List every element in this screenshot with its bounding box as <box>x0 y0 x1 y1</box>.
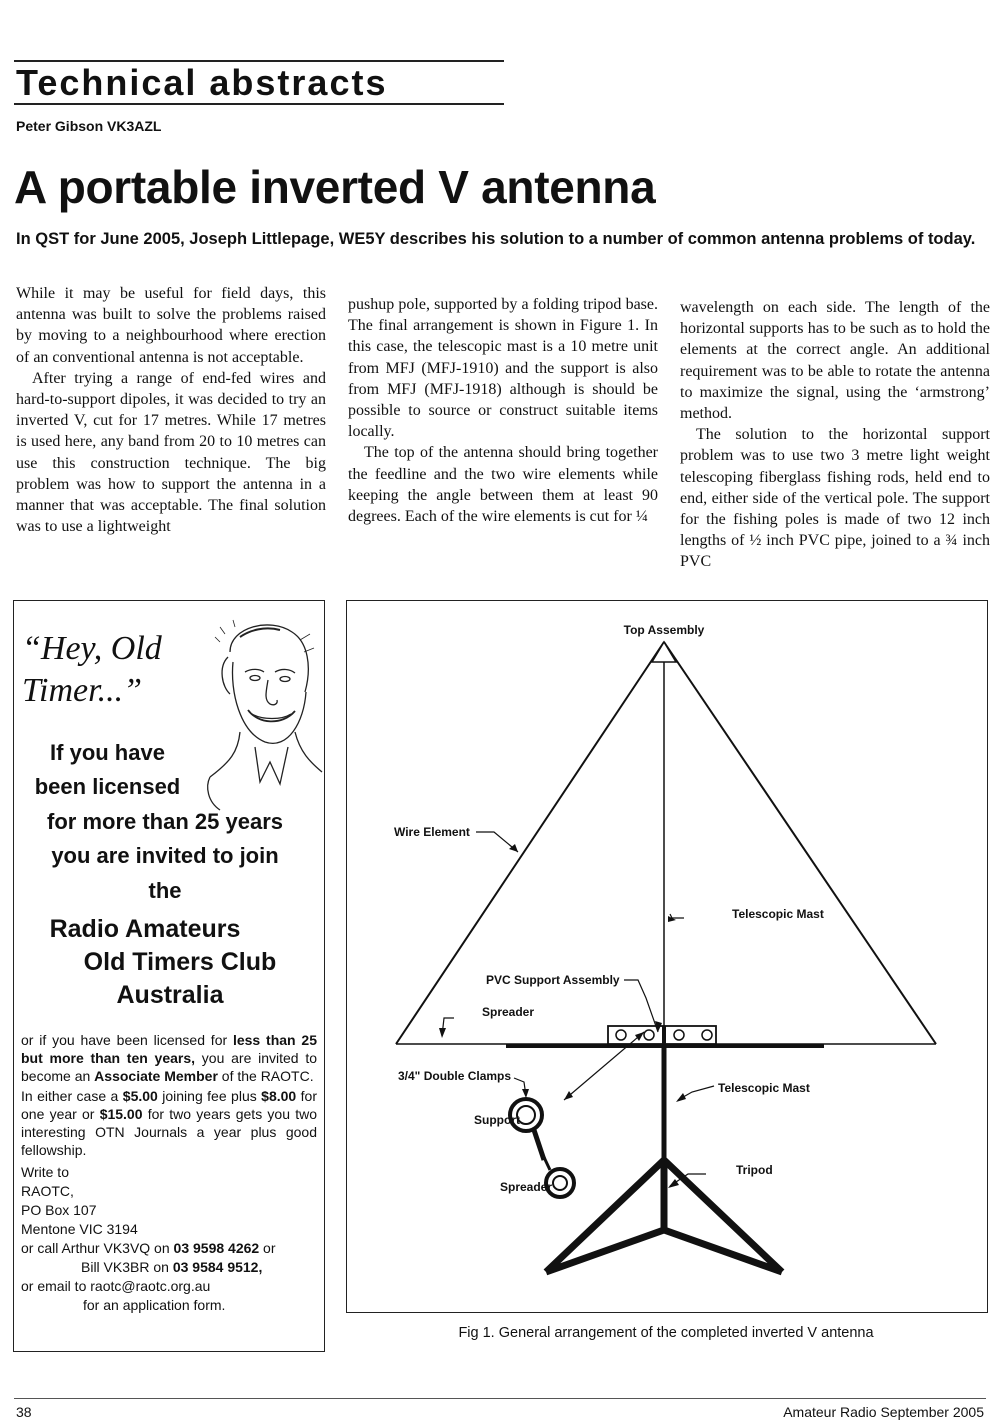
ad-heading-line: “Hey, Old <box>22 630 162 667</box>
body-column-2 <box>348 294 658 527</box>
ad-address <box>21 1163 317 1315</box>
old-timer-portrait-sketch <box>200 612 325 812</box>
body-column-3 <box>680 297 990 573</box>
ad-heading-line: Timer...” <box>22 672 142 709</box>
label-wire-element: Wire Element <box>394 825 470 839</box>
label-pvc-support: PVC Support Assembly <box>486 973 620 987</box>
ad-address-line: Mentone VIC 3194 <box>21 1221 138 1237</box>
label-telescopic-mast-upper: Telescopic Mast <box>732 907 824 921</box>
ad-text: or call Arthur VK3VQ on <box>21 1240 174 1256</box>
ad-text-bold: Associate Member <box>94 1068 218 1084</box>
ad-text: In either case a <box>21 1088 123 1104</box>
ad-club-name: Old Timers Club <box>83 948 277 976</box>
ad-phone-number: 03 9598 4262 <box>173 1240 260 1256</box>
ad-text-bold: $5.00 <box>122 1088 158 1104</box>
body-paragraph: The top of the antenna should bring together the feedline and the two wire elements while keeping the angle between them at least 90 degrees. Each of the wire elements is cut for ¼ <box>348 444 658 526</box>
footer-rule <box>14 1398 986 1399</box>
issue-title: Amateur Radio September 2005 <box>783 1404 984 1420</box>
ad-text: Bill VK3BR on <box>81 1259 173 1275</box>
top-assembly <box>652 642 676 662</box>
ad-text: for one year or <box>21 1088 317 1122</box>
ad-fee-paragraph <box>21 1087 317 1159</box>
ad-phone-number: 03 9584 9512, <box>172 1259 263 1275</box>
ad-text: you are invited to become an <box>21 1050 318 1084</box>
ad-club-name: Australia <box>116 981 224 1009</box>
label-top-assembly: Top Assembly <box>623 623 705 637</box>
figure-caption: Fig 1. General arrangement of the completed inverted V antenna <box>458 1325 874 1341</box>
label-double-clamps: 3/4" Double Clamps <box>398 1069 512 1083</box>
ad-phone-line <box>21 1239 317 1258</box>
body-paragraph: wavelength on each side. The length of the horizontal supports has to be such as to hold the elements at the correct angle. An additional requirement was to be able to rotate the antenna to maximize the signal, using the ‘armstrong’ method. <box>680 299 990 423</box>
ad-club-name: Radio Amateurs <box>49 915 241 943</box>
lead-paragraph: In QST for June 2005, Joseph Littlepage, WE5Y describes his solution to a number of common antenna problems of today. <box>16 230 976 248</box>
label-spreader-lower: Spreader <box>500 1180 553 1194</box>
ad-text-line: If you have <box>50 740 165 765</box>
page-title: A portable inverted V antenna <box>14 161 656 213</box>
antenna-diagram <box>346 600 986 1311</box>
body-paragraph: pushup pole, supported by a folding tripod base. The final arrangement is shown in Figure 1. In this case, the telescopic mast is a 10 metre unit from MFJ (MFJ-1910) and the support is also from MFJ (MFJ-1918) although is should be possible to source or construct suitable items locally. <box>348 296 658 441</box>
ad-text: or if you have been licensed for <box>21 1032 233 1048</box>
label-support: Support <box>474 1113 520 1127</box>
ad-address-line: PO Box 107 <box>21 1202 97 1218</box>
label-spreader-upper: Spreader <box>482 1005 535 1019</box>
ad-text-line: the <box>148 878 182 903</box>
ad-email: or email to raotc@raotc.org.au <box>21 1278 211 1294</box>
label-tripod: Tripod <box>736 1163 773 1177</box>
ad-address-line: Write to <box>21 1164 69 1180</box>
ad-text: for two years gets you two interesting OTN Journals a year plus good fellowship. <box>21 1106 317 1158</box>
ad-text: joining fee plus <box>157 1088 262 1104</box>
ad-text: or <box>259 1240 276 1256</box>
label-telescopic-mast-lower: Telescopic Mast <box>718 1081 810 1095</box>
body-paragraph: After trying a range of end-fed wires and hard-to-support dipoles, it was decided to try an inverted V, cut for 17 metres. While 17 metres is used here, any band from 20 to 10 metres can use this construction technique. The big problem was how to support the antenna in a manner that was acceptable. The final solution was to use a lightweight <box>16 369 326 536</box>
body-paragraph: While it may be useful for field days, this antenna was built to solve the problems raised by moving to a neighbourhood where erection of an conventional antenna is not acceptable. <box>16 285 326 366</box>
ad-address-line: RAOTC, <box>21 1183 74 1199</box>
body-column-1 <box>16 283 326 537</box>
ad-address-line: for an application form. <box>83 1297 226 1313</box>
ad-phone-line <box>21 1258 317 1277</box>
ad-text-line: been licensed <box>34 774 181 799</box>
ad-text-line: for more than 25 years <box>47 809 283 834</box>
page-number: 38 <box>16 1404 32 1420</box>
wire-element-right <box>664 642 936 1044</box>
body-paragraph: The solution to the horizontal support problem was to use two 3 metre light weight telescoping fiberglass fishing rods, held end to end, either side of the vertical pole. The support for the fishing poles is made of two 12 inch lengths of ½ inch PVC pipe, joined to a ¾ inch PVC <box>680 426 990 571</box>
header-rule-bottom <box>14 103 504 105</box>
ad-text-bold: $15.00 <box>99 1106 143 1122</box>
ad-text-bold: less than 25 but more than ten years, <box>21 1032 317 1066</box>
ad-text: of the RAOTC. <box>217 1068 314 1084</box>
ad-associate-paragraph <box>21 1031 317 1085</box>
section-title: Technical abstracts <box>16 62 388 103</box>
author: Peter Gibson VK3AZL <box>16 118 162 134</box>
ad-heading <box>22 628 162 712</box>
ad-text-line: you are invited to join <box>51 843 279 868</box>
ad-details <box>21 1031 317 1315</box>
ad-text-bold: $8.00 <box>261 1088 297 1104</box>
